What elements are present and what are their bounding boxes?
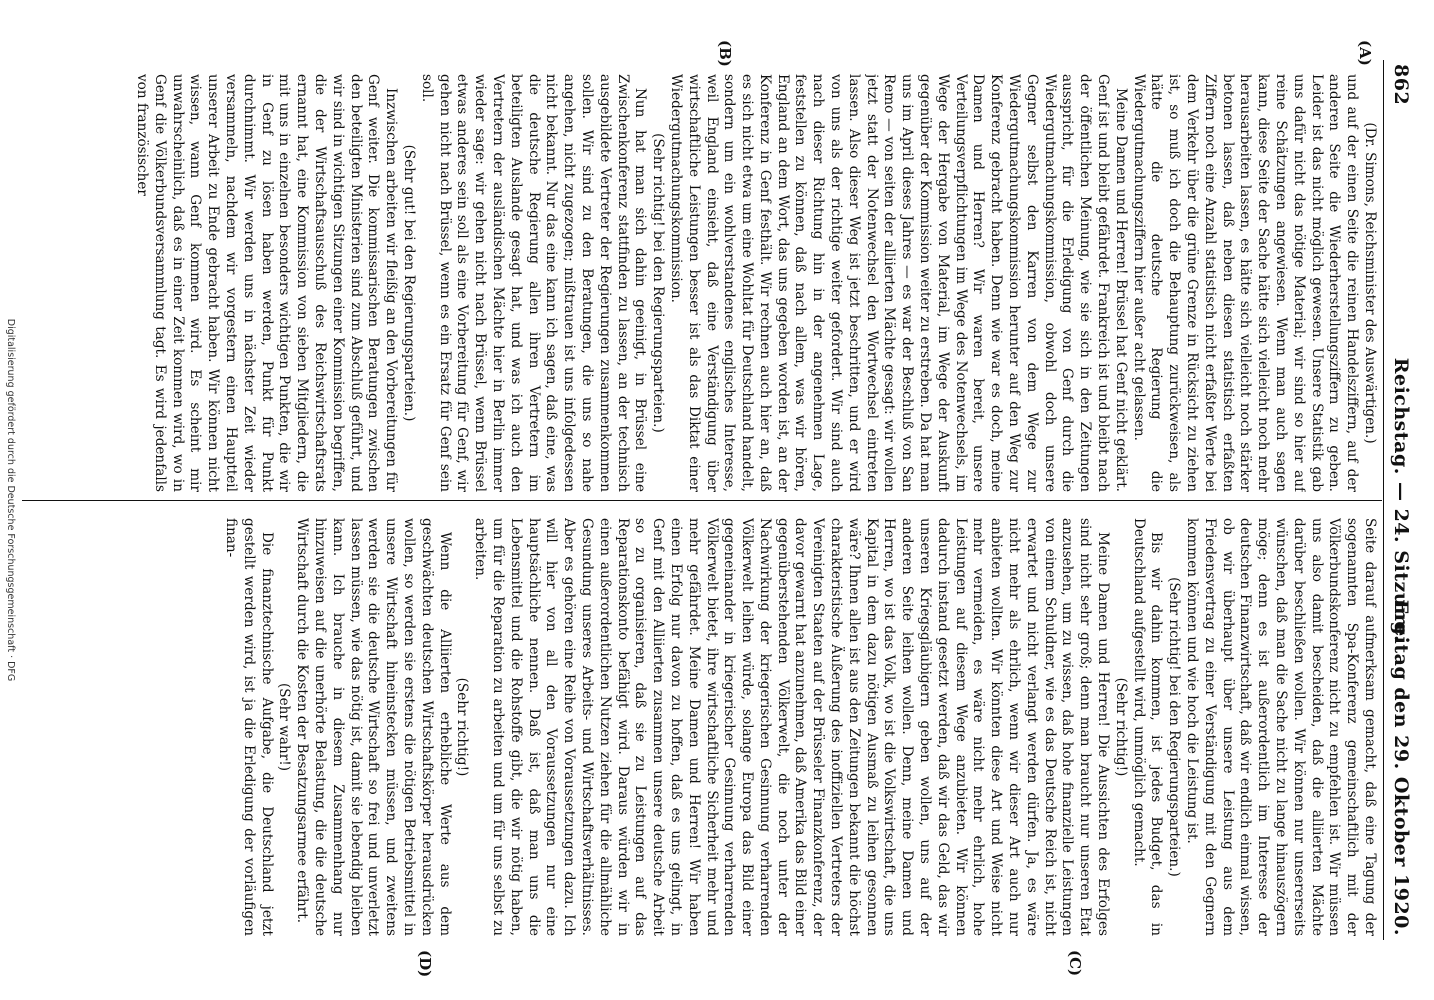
interjection: (Sehr richtig!): [1112, 677, 1129, 777]
paragraph: Meine Damen und Herren! Brüssel hat Genf nicht geklärt. Genf ist und bleibt gefährdet. Frankreich ist und bleibt nach der öffentlichen Meinung, wie sie sich in den Zeitungen ausspricht, für die Erledigung von Genf durch die Wiedergutmachungskommission, obwohl doch unsere Gegner selbst den Karren von dem Wege zur Wiedergutmachungskommission herunter auf den Weg zur Konferenz gebracht haben. Denn wie war es doch, meine Damen und Herren? Wir waren bereit, unsere Verteilungsverpflichtungen im Wege des Notenwechsels, im Wege der Hergabe von Material, im Wege der Auskunft gegenüber der Kommission weiter zu erstreben. Da hat man uns im April dieses Jahres — es war der Beschluß von San Remo — von seiten der alliierten Mächte gesagt: wir wollen jetzt statt der Notenwechsel den Wortwechsel eintreten lassen. Also dieser Weg ist jetzt beschritten, und er wird von uns als der richtige weiter gefordert. Wir sind auch nach dieser Richtung hin in der angenehmen Lage, feststellen zu können, daß nach allem, was wir hören, England an dem Wort, das uns gegeben worden ist, an der Konferenz in Genf festhält. Wir rechnen auch hier an, daß es sich nicht etwa um eine Wohltat für Deutschland handelt, sondern um ein wohlverstandenes englisches Interesse, weil England einsieht, daß eine Verständigung über wirtschaftliche Leistungen besser ist als das Diktat einer Wiedergutmachungskommission.: [667, 74, 1129, 492]
paragraph: Meine Damen und Herren! Die Aussichten des Erfolges sind nicht sehr groß; denn man braucht nur unseren Etat anzusehen, um zu wissen, daß hohe finanzielle Leistungen von einem Schuldner, wie es das Deutsche Reich ist, nicht erwartet und nicht verlangt werden dürfen. Ja, es wäre nicht mehr als ehrlich, wenn wir dieser Art auch nur anbieten wollten. Wir könnten diese Art und Weise nicht mehr vermeiden, es wäre nicht mehr ehrlich, hohe Leistungen auf diesem Wege anzubieten. Wir können dadurch instand gesetzt werden, daß wir das Geld, das wir unseren Kriegsgläubigern geben wollen, uns auf der anderen Seite leihen wollen. Denn, meine Damen und Herren, wo ist das Volk, wo ist die Volkswirtschaft, die uns Kapital in dem dazu nötigen Ausmaß zu leihen gesonnen wäre? Ihnen allen ist aus den Zeitungen bekannt die höchst charakteristische Äußerung des inoffiziellen Vertreters der Vereinigten Staaten auf der Brüsseler Finanzkonferenz, der davor gewarnt hat anzunehmen, daß Amerika das Bild einer gegenüberstehenden Völkerwelt, die noch unter der Nachwirkung der kriegerischen Gesinnung verharrenden Völkerwelt leihen würde, solange Europa das Bild einer gegeneinander in kriegerischer Gesinnung verharrenden Völkerwelt bietet, ihre wirtschaftliche Sicherheit mehr und mehr gefährdet. Meine Damen und Herren! Wir haben einen Erfolg nur davon zu hoffen, daß es uns gelingt, in Genf mit den Alliierten zusammen unsere deutsche Arbeit so zu organisieren, daß sie zu Leistungen auf das Reparationskonto befähigt wird. Daraus würden wir in einen außerordentlichen Nutzen ziehen für die allmähliche Gesundung unseres Arbeits- und Wirtschaftsverhältnisses. Aber es gehören eine Reihe von Voraussetzungen dazu. Ich will hier von all den Voraussetzungen nur eine hauptsächliche nennen. Daß ist, daß man uns die Lebensmittel und die Rohstoffe gibt, die wir nötig haben, um für die Reparation zu arbeiten und um für uns selbst zu arbeiten.: [472, 518, 1112, 936]
paragraph: Wenn die Alliierten erhebliche Werte aus dem geschwächten deutschen Wirtschaftskörper herausdrücken wollen, so werden sie erstens die nötigen Betriebsmittel in unsere Wirtschaft hineinstecken müssen, und zweitens werden sie die deutsche Wirtschaft so frei und unverletzt lassen müssen, wie das nötig ist, damit sie lebendig bleiben kann. Ich brauche in diesem Zusammenhang nur hinzuweisen auf die unerhörte Belastung, die die deutsche Wirtschaft durch die Kosten der Besatzungsarmee erfährt.: [294, 518, 453, 936]
paragraph: Seite darauf aufmerksam gemacht, daß eine Tagung der sogenannten Spa-Konferenz gemeinschaftlich mit der Völkerbundskonferenz nicht zu empfehlen ist. Wir müssen uns also damit bescheiden, daß die alliierten Mächte darüber beschließen wollen. Wir können nur unsererseits wünschen, daß man die Sache nicht zu lange hinauszögern möge; denn es ist außerordentlich im Interesse der deutschen Finanzwirtschaft, daß wir endlich einmal wissen, ob wir überhaupt über unsere Leistung aus dem Friedensvertrag zu einer Verständigung mit den Gegnern kommen können und wie hoch die Leistung ist.: [1184, 518, 1378, 936]
paragraph: Nun hat man sich dahin geeinigt, in Brüssel eine Zwischenkonferenz stattfinden zu lassen, an der technisch ausgebildete Vertreter der Regierungen zusammenkommen sollen. Wir sind zu den Beratungen, die uns so nahe angehen, nicht zugezogen; mißtrauen ist uns infolgedessen nicht bekannt. Nur das eine kann ich sagen, daß eine, was die deutsche Regierung allen ihren Vertretern im beteiligten Auslande gesagt hat, und was ich auch den Vertretern der ausländischen Mächte hier in Berlin immer wieder sage: wir gehen nicht nach Brüssel, wenn Brüssel etwas anderes sein soll als eine Vorbereitung für Genf, wir gehen nicht nach Brüssel, wenn es ein Ersatz für Genf sein soll.: [418, 74, 649, 492]
interjection: (Sehr richtig!): [454, 677, 471, 777]
speaker-intro: (Dr. Simons, Reichsminister des Auswärtigen.): [1362, 122, 1378, 444]
margin-marker-c: (C): [1066, 950, 1084, 977]
paragraph: Inzwischen arbeiten wir fleißig an den Vorbereitungen für Genf weiter. Die kommissarischen Beratungen zwischen den beteiligten Ministerien sind zum Abschluß geführt, und wir sind in wichtigen Sitzungen einer Kommission begriffen, die der Wirtschaftsausschuß des Reichswirtschaftsrats ernannt hat, eine Kommission von sieben Mitgliedern, die mit uns in einzelnen besonders wichtigen Punkten, die wir in Genf zu lösen haben werden, Punkt für Punkt durchnimmt. Wir werden uns in nächster Zeit wieder versammeln, nachdem wir vorgestern einen Hauptteil unserer Arbeit zu Ende gebracht haben. Wir können nicht wissen, wann Genf kommen wird. Es scheint mir unwahrscheinlich, daß es in einer Zeit kommen wird, wo in Genf die Völkerbundsversammlung tagt. Es wird jedenfalls von französischer: [134, 74, 400, 492]
margin-marker-a: (A): [1356, 40, 1374, 66]
interjection: (Sehr richtig! bei den Regierungsparteien.): [1166, 577, 1183, 877]
page-number: 862: [1390, 64, 1412, 106]
paragraph: und auf der einen Seite die reinen Handelsziffern, auf der anderen Seite die Wiederherstellungsziffern zu geben. Leider ist das nicht möglich gewesen. Unsere Statistik gab uns dafür nicht das nötige Material; wir sind so hier auf reine Schätzungen angewiesen. Wenn man auch sagen kann, diese Seite der Sache hätte sich vielleicht noch mehr herausarbeiten lassen, es hätte sich vielleicht noch stärker betonen lassen, daß neben diesen statistisch erfaßten Ziffern noch eine Anzahl statistisch nicht erfaßter Werte bei dem Verkehr über die grüne Grenze in Rücksicht zu ziehen ist, so muß ich doch die Behauptung zurückweisen, als hätte die deutsche Regierung die Wiedergutmachungsziffern hier außer acht gelassen.: [1130, 74, 1361, 492]
digitization-credit: Digitalisierung gefördert durch die Deutsche Forschungsgemeinschaft · DFG: [5, 318, 16, 682]
left-column: [18, 74, 1378, 492]
session-date: Freitag den 29. Oktober 1920.: [1390, 599, 1412, 936]
interjection: (Sehr richtig! bei den Regierungsparteien.): [650, 133, 667, 433]
margin-marker-b: (B): [716, 40, 734, 67]
right-column: [18, 518, 1378, 936]
paragraph: Bis wir dahin kommen, ist jedes Budget, das in Deutschland aufgestellt wird, unmöglich gemacht.: [1130, 518, 1165, 936]
page-header: [1386, 64, 1416, 936]
interjection: (Sehr gut! bei den Regierungsparteien.): [400, 144, 417, 422]
margin-marker-d: (D): [416, 950, 434, 978]
paragraph: Die finanztechnische Aufgabe, die Deutschland jetzt gestellt werden wird, ist ja die Erledigung der vorläufigen finan-: [223, 518, 275, 936]
page-title: Reichstag. — 24. Sitzung.: [1390, 357, 1412, 643]
header-rule: [1383, 60, 1384, 940]
column-divider: [22, 500, 1382, 501]
interjection: (Sehr wahr!): [276, 683, 293, 771]
